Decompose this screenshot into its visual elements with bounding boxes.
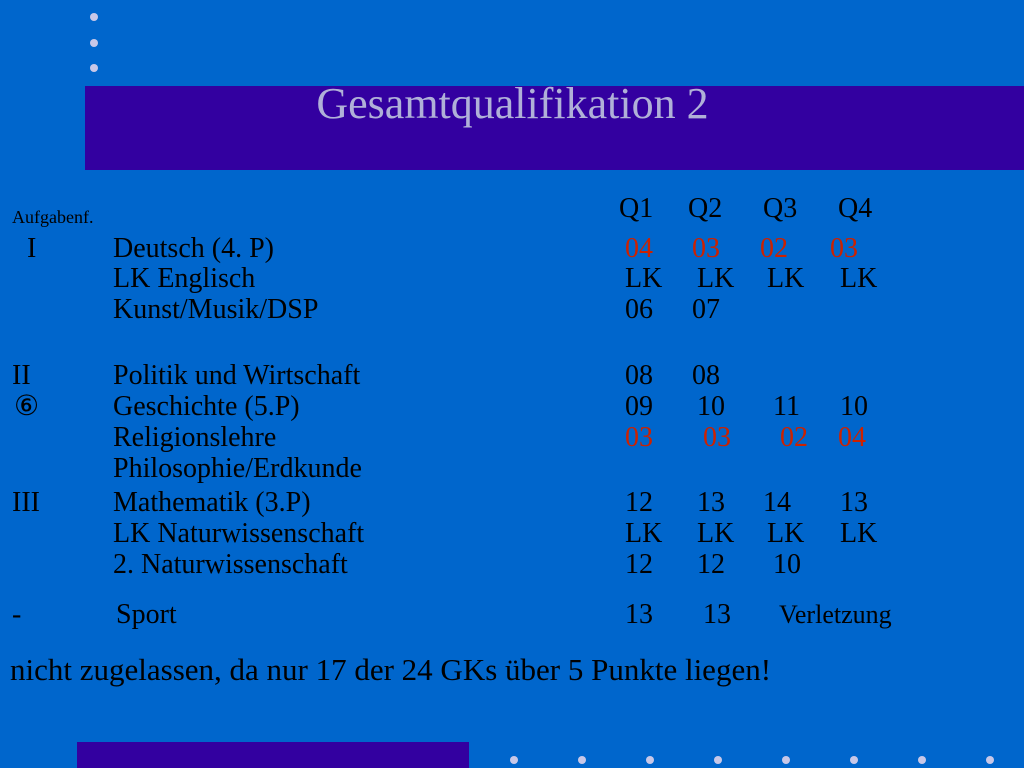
subject-label: Sport	[116, 599, 177, 630]
field-label: III	[12, 487, 40, 518]
subject-label: LK Naturwissenschaft	[113, 518, 365, 549]
grade-cell: 03	[692, 233, 720, 264]
decor-dot	[90, 13, 98, 21]
grade-cell: 13	[703, 599, 731, 630]
subject-label: Religionslehre	[113, 422, 277, 453]
decor-dot	[782, 756, 790, 764]
grade-cell: 03	[830, 233, 858, 264]
field-label: II	[12, 360, 31, 391]
subject-label: Mathematik (3.P)	[113, 487, 311, 518]
decor-dot	[90, 64, 98, 72]
grade-cell: 10	[697, 391, 725, 422]
grade-cell: 08	[625, 360, 653, 391]
grade-cell: 13	[625, 599, 653, 630]
col-header-q2: Q2	[688, 193, 723, 224]
col-header-q4: Q4	[838, 193, 873, 224]
field-header-label: Aufgabenf.	[12, 207, 94, 227]
col-header-q3: Q3	[763, 193, 798, 224]
subject-label: Politik und Wirtschaft	[113, 360, 361, 391]
grade-cell: 08	[692, 360, 720, 391]
grade-cell: 11	[773, 391, 800, 422]
grade-cell: LK	[767, 263, 805, 294]
decor-dot	[90, 39, 98, 47]
table-row	[0, 294, 1024, 328]
field-label: ⑥	[14, 391, 40, 422]
table-row	[0, 360, 1024, 394]
decor-dot	[510, 756, 518, 764]
table-row	[0, 391, 1024, 425]
table-row	[0, 233, 1024, 267]
grade-cell: LK	[625, 518, 663, 549]
field-label: -	[12, 599, 22, 630]
subject-label: Philosophie/Erdkunde	[113, 453, 362, 484]
decor-dot	[918, 756, 926, 764]
grade-cell: 13	[840, 487, 868, 518]
field-label: I	[27, 233, 37, 264]
slide-title: Gesamtqualifikation 2	[316, 79, 709, 128]
grade-cell: 13	[697, 487, 725, 518]
conclusion-text: nicht zugelassen, da nur 17 der 24 GKs über 5 Punkte liegen!	[10, 652, 772, 687]
decor-dot	[646, 756, 654, 764]
grade-cell: 12	[625, 549, 653, 580]
grade-cell: LK	[767, 518, 805, 549]
grade-cell: 12	[625, 487, 653, 518]
grade-cell: LK	[697, 518, 735, 549]
decor-dot	[850, 756, 858, 764]
subject-label: 2. Naturwissenschaft	[113, 549, 348, 580]
subject-label: Geschichte (5.P)	[113, 391, 300, 422]
grade-cell: 14	[763, 487, 791, 518]
grade-cell: 07	[692, 294, 720, 325]
subject-label: Deutsch (4. P)	[113, 233, 274, 264]
col-header-q1: Q1	[619, 193, 654, 224]
subject-label: Kunst/Musik/DSP	[113, 294, 319, 325]
grade-cell: 10	[840, 391, 868, 422]
grade-cell: 02	[780, 422, 808, 453]
grade-cell: 09	[625, 391, 653, 422]
decor-dot	[986, 756, 994, 764]
table-row	[0, 599, 1024, 633]
table-row	[0, 263, 1024, 297]
grade-cell: 03	[625, 422, 653, 453]
decor-dot	[714, 756, 722, 764]
subject-label: LK Englisch	[113, 263, 256, 294]
table-row	[0, 549, 1024, 583]
grade-cell: 04	[625, 233, 653, 264]
table-row	[0, 487, 1024, 521]
grade-cell: 02	[760, 233, 788, 264]
decor-dot	[578, 756, 586, 764]
grade-cell: 04	[838, 422, 866, 453]
grade-cell: 03	[703, 422, 731, 453]
header-row	[0, 193, 1024, 227]
table-row	[0, 453, 1024, 487]
grade-cell: LK	[840, 263, 878, 294]
grade-cell: LK	[697, 263, 735, 294]
grade-cell: LK	[840, 518, 878, 549]
grade-cell: Verletzung	[779, 600, 892, 629]
grade-cell: 12	[697, 549, 725, 580]
table-row	[0, 518, 1024, 552]
grade-cell: 10	[773, 549, 801, 580]
table-row	[0, 422, 1024, 456]
grade-cell: LK	[625, 263, 663, 294]
grade-cell: 06	[625, 294, 653, 325]
bottom-band	[77, 742, 469, 768]
